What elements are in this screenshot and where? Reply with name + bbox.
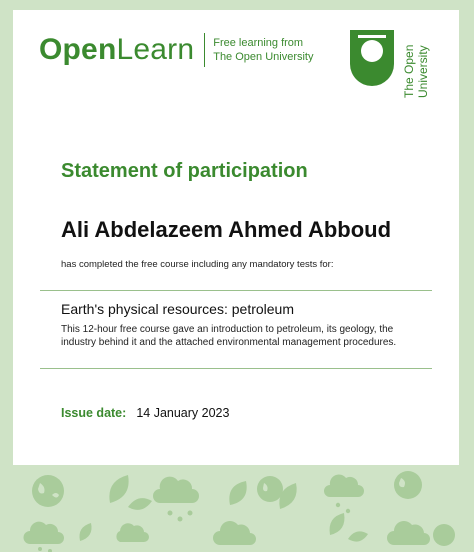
course-title: Earth's physical resources: petroleum: [61, 301, 294, 317]
divider-bottom: [40, 368, 432, 369]
issue-date-row: [61, 406, 229, 420]
divider-top: [40, 290, 432, 291]
issue-date-label: Issue date:: [61, 406, 127, 420]
globe-icon: [394, 471, 422, 499]
globe-icon: [433, 524, 455, 546]
open-university-wordmark: [399, 28, 459, 98]
issue-date-value: 14 January 2023: [136, 406, 230, 420]
certificate-card: [13, 10, 459, 465]
ou-wordmark-line1: The Open: [402, 44, 416, 98]
open-university-shield-icon: [350, 30, 394, 86]
statement-heading: Statement of participation: [61, 160, 308, 182]
ou-wordmark-line2: University: [416, 45, 430, 98]
logo-divider: [204, 33, 205, 67]
logo-tagline: Free learning from The Open University: [213, 37, 314, 63]
decorative-pattern-band: [0, 465, 474, 552]
completion-text: has completed the free course including any mandatory tests for:: [61, 259, 334, 270]
course-description: This 12-hour free course gave an introduction to petroleum, its geology, the industry behind it and the attached environmental management procedures.: [61, 324, 397, 348]
openlearn-logo: [39, 30, 313, 70]
openlearn-wordmark: OpenLearn: [39, 33, 195, 66]
recipient-name: Ali Abdelazeem Ahmed Abboud: [61, 217, 392, 242]
globe-icon: [32, 475, 64, 507]
globe-icon: [257, 476, 283, 502]
